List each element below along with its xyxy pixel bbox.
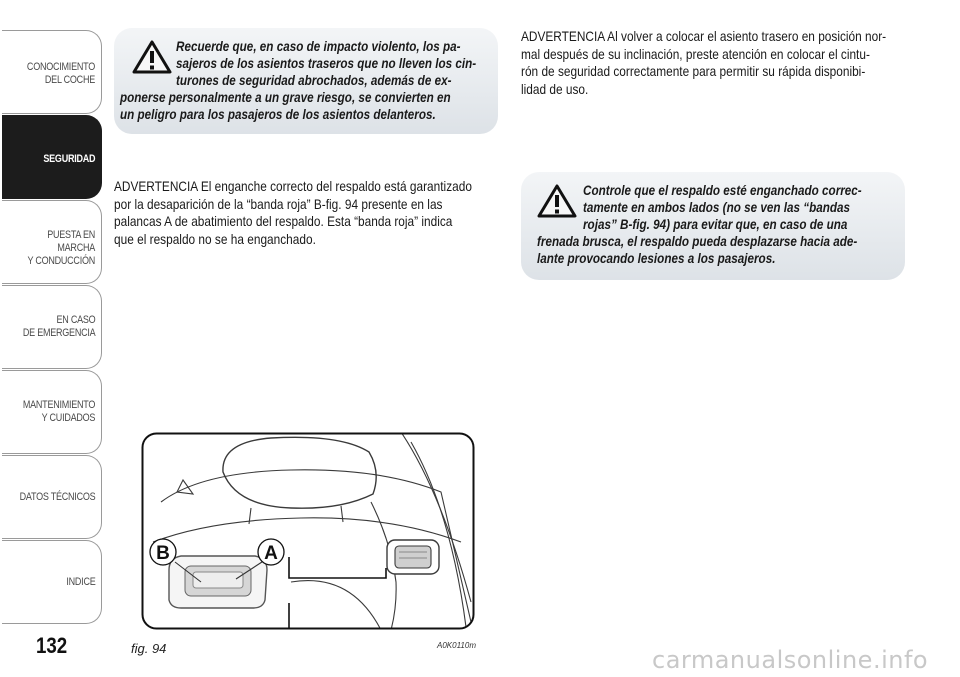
warning-text (537, 233, 907, 267)
callout-a-label: A (264, 543, 278, 564)
warning-line: ponerse personalmente a un grave riesgo, se convierten en (120, 90, 451, 105)
page-number: 132 (36, 633, 68, 658)
warning-triangle-icon (537, 184, 577, 218)
figure-caption: fig. 94 (131, 641, 167, 656)
warning-box-left (114, 28, 498, 134)
warning-text (120, 89, 498, 123)
body-line: que el respaldo no se ha enganchado. (114, 231, 316, 247)
lever-zoom-inset (169, 556, 267, 608)
warning-line: turones de seguridad abrochados, además de ex- (176, 73, 452, 88)
tab-puesta-en-marcha[interactable] (2, 200, 102, 284)
warning-triangle-icon (132, 40, 172, 74)
tab-label (19, 491, 95, 504)
warning-line: Controle que el respaldo esté enganchado correc- (583, 183, 862, 198)
callout-b-label: B (156, 543, 170, 564)
figure-94 (141, 432, 475, 630)
body-line: rón de seguridad correctamente para permitir su rápida disponibi- (521, 64, 866, 79)
warning-line: rojas” B-fig. 94) para evitar que, en caso de una (583, 217, 848, 232)
tab-label-line2: Y CONDUCCIÓN (27, 255, 95, 267)
tab-datos-tecnicos[interactable] (2, 455, 102, 539)
body-line: ADVERTENCIA Al volver a colocar el asiento trasero en posición nor- (521, 29, 887, 44)
warning-text (583, 182, 901, 233)
warning-line: frenada brusca, el respaldo pueda desplazarse hacia ade- (537, 234, 858, 249)
tab-label-line1: CONOCIMIENTO (26, 61, 95, 73)
body-line: mal después de su inclinación, preste atención en colocar el cintu- (521, 46, 870, 62)
seat-lever-illustration (141, 432, 475, 630)
tab-label-line2: SEGURIDAD (43, 153, 95, 165)
tab-label (66, 576, 95, 589)
tab-label (23, 399, 95, 425)
body-line: por la desaparición de la “banda roja” B-fig. 94 presente en las (114, 196, 443, 212)
tab-mantenimiento[interactable] (2, 370, 102, 454)
tab-label (43, 153, 95, 166)
warning-line: lante provocando lesiones a los pasajeros. (537, 251, 776, 266)
tab-conocimiento-del-coche[interactable] (2, 30, 102, 114)
tab-label-line2: INDICE (65, 576, 95, 588)
lever-a-detail (387, 540, 439, 574)
tab-label-line2: Y CUIDADOS (41, 412, 95, 424)
warning-line: un peligro para los pasajeros de los asientos delanteros. (120, 107, 436, 122)
body-line: lidad de uso. (521, 81, 589, 97)
tab-en-caso-de-emergencia[interactable] (2, 285, 102, 369)
tab-label (23, 314, 95, 340)
warning-line: sajeros de los asientos traseros que no lleven los cin- (176, 56, 477, 71)
watermark-text: carmanualsonline.info (652, 646, 929, 674)
warning-line: Recuerde que, en caso de impacto violento, los pa- (176, 39, 461, 54)
tab-label-line2: DE EMERGENCIA (22, 327, 95, 339)
body-paragraph-right (521, 28, 910, 98)
tab-label (19, 229, 95, 268)
tab-label-line1: PUESTA EN MARCHA (47, 229, 95, 254)
warning-text (176, 38, 494, 89)
tab-label-line1: MANTENIMIENTO (22, 399, 95, 411)
body-line: ADVERTENCIA El enganche correcto del respaldo está garantizado (114, 179, 472, 194)
figure-code: A0K0110m (437, 641, 476, 650)
callout-a (258, 539, 284, 565)
body-paragraph-left (114, 178, 501, 248)
tab-indice[interactable] (2, 540, 102, 624)
body-line: palancas A de abatimiento del respaldo. Esta “banda roja” indica (114, 214, 453, 229)
tab-label (27, 61, 95, 87)
warning-line: tamente en ambos lados (no se ven las “bandas (583, 200, 851, 215)
callout-b (150, 539, 176, 565)
warning-box-right (521, 172, 905, 280)
tab-label-line2: DATOS TÉCNICOS (19, 491, 95, 503)
tab-label-line2: DEL COCHE (44, 74, 95, 86)
tab-label-line1: EN CASO (56, 314, 95, 326)
tab-seguridad[interactable] (2, 115, 102, 199)
